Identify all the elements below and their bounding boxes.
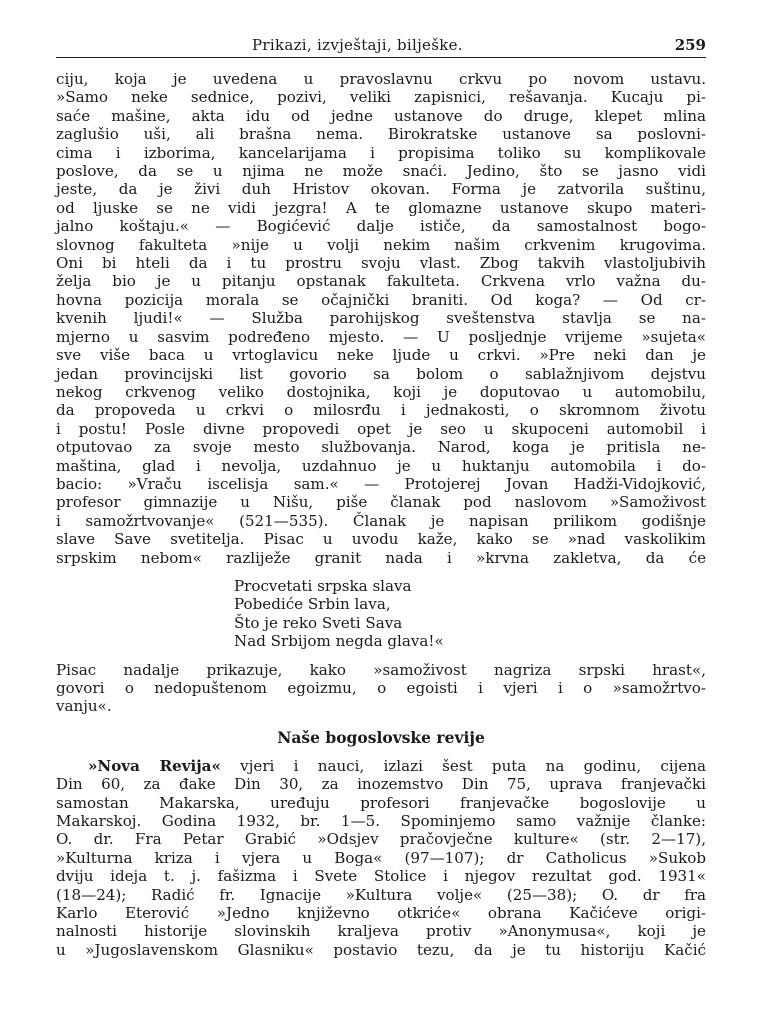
- text-line: vanju«.: [56, 697, 112, 716]
- page-number: 259: [674, 36, 706, 54]
- text-line: dviju ideja t. j. fašizma i Svete Stolice i njegov rezultat god. 1931«: [56, 867, 706, 886]
- text-line: kvenih ljudi!« — Služba parohijskog sveštenstva stavlja se na-: [56, 309, 706, 328]
- text-line: sve više baca u vrtoglavicu neke ljude u crkvi. »Pre neki dan je: [56, 346, 706, 365]
- document-page: [56, 30, 706, 959]
- page-header: [56, 30, 706, 58]
- text-line-first: [56, 757, 706, 775]
- text-line: da propoveda u crkvi o milosrđu i jednakosti, o skromnom životu: [56, 401, 706, 420]
- text-line: bacio: »Vraču iscelisja sam.« — Protojerej Jovan Hadži-Vidojković,: [56, 474, 706, 493]
- text-line: Pisac nadalje prikazuje, kako »samoživost nagriza srpski hrast«,: [56, 660, 706, 679]
- text-line: poslove, da se u njima ne može snaći. Jedino, što se jasno vidi: [56, 162, 706, 181]
- text-line: ciju, koja je uvedena u pravoslavnu crkvu po novom ustavu.: [56, 70, 706, 88]
- text-line: Din 60, za đake Din 30, za inozemstvo Din 75, uprava franjevački: [56, 775, 706, 794]
- text-line: samostan Makarska, uređuju profesori franjevačke bogoslovije u: [56, 793, 706, 812]
- paragraph-1: [56, 70, 706, 567]
- text-line: jedan provincijski list govorio sa bolom o sablažnjivom dejstvu: [56, 364, 706, 383]
- paragraph-3: [56, 757, 706, 959]
- text-line: (18—24); Radić fr. Ignacije »Kultura volje« (25—38); O. dr fra: [56, 885, 706, 904]
- text-line: Oni bi hteli da i tu prostru svoju vlast. Zbog takvih vlastoljubivih: [56, 254, 706, 273]
- text-line: slave Save svetitelja. Pisac u uvodu kaže, kako se »nad vaskolikim: [56, 530, 706, 549]
- text-line: jalno koštaju.« — Bogićević dalje ističe, da samostalnost bogo-: [56, 217, 706, 236]
- text-line: O. dr. Fra Petar Grabić »Odsjev pračovječne kulture« (str. 2—17),: [56, 830, 706, 849]
- running-title: Prikazi, izvještaji, bilješke.: [252, 36, 463, 54]
- text-line: slovnog fakulteta »nije u volji nekim našim crkvenim krugovima.: [56, 235, 706, 254]
- text-line: zaglušio uši, ali brašna nema. Birokratske ustanove sa poslovni-: [56, 125, 706, 144]
- text-line: govori o nedopuštenom egoizmu, o egoisti i vjeri i o »samožrtvo-: [56, 679, 706, 697]
- text-span: vjeri i nauci, izlazi šest puta na godinu, cijena: [220, 756, 706, 775]
- text-line: hovna pozicija morala se očajnički braniti. Od koga? — Od cr-: [56, 290, 706, 309]
- paragraph-2: [56, 661, 706, 716]
- text-line: »Kulturna kriza i vjera u Boga« (97—107); dr Catholicus »Sukob: [56, 848, 706, 867]
- poem-line: Pobediće Srbin lava,: [234, 595, 391, 614]
- text-line: profesor gimnazije u Nišu, piše članak pod naslovom »Samoživost: [56, 493, 706, 512]
- text-line: i postu! Posle divne propovedi opet je seo u skupoceni automobil i: [56, 419, 706, 438]
- text-line: maština, glad i nevolja, uzdahnuo je u huktanju automobila i do-: [56, 456, 706, 475]
- poem-quote: [234, 577, 706, 651]
- text-line: mjerno u sasvim podređeno mjesto. — U posljednje vrijeme »sujeta«: [56, 327, 706, 346]
- text-line: od ljuske se ne vidi jezgra! A te glomazne ustanove skupo materi-: [56, 198, 706, 217]
- journal-title: »Nova Revija«: [88, 756, 221, 775]
- text-line: cima i izborima, kancelarijama i propisima toliko su komplikovale: [56, 143, 706, 162]
- text-line: nekog crkvenog veliko dostojnika, koji je doputovao u automobilu,: [56, 382, 706, 401]
- poem-line: Procvetati srpska slava: [234, 576, 412, 595]
- text-line: jeste, da je živi duh Hristov okovan. Forma je zatvorila suštinu,: [56, 180, 706, 199]
- section-heading: Naše bogoslovske revije: [277, 727, 485, 747]
- text-line: želja bio je u pitanju opstanak fakulteta. Crkvena vrlo važna du-: [56, 272, 706, 291]
- text-line: u »Jugoslavenskom Glasniku« postavio tezu, da je tu historiju Kačić: [56, 940, 706, 959]
- text-line: i samožrtvovanje« (521—535). Članak je napisan prilikom godišnje: [56, 511, 706, 530]
- text-line: Makarskoj. Godina 1932, br. 1—5. Spominjemo samo važnije članke:: [56, 812, 706, 831]
- text-line: otputovao za svoje mesto službovanja. Narod, koga je pritisla ne-: [56, 438, 706, 457]
- text-line: srpskim nebom« razliježe granit nada i »krvna zakletva, da će: [56, 548, 706, 567]
- poem-line: Što je reko Sveti Sava: [234, 613, 403, 632]
- text-line: nalnosti historije slovinskih kraljeva protiv »Anonymusa«, koji je: [56, 922, 706, 941]
- text-line: saće mašine, akta idu od jedne ustanove do druge, klepet mlina: [56, 106, 706, 125]
- poem-line: Nad Srbijom negda glava!«: [234, 632, 444, 651]
- text-line: Karlo Eterović »Jedno književno otkriće« obrana Kačićeve origi-: [56, 904, 706, 923]
- text-line: »Samo neke sednice, pozivi, veliki zapisnici, rešavanja. Kucaju pi-: [56, 88, 706, 107]
